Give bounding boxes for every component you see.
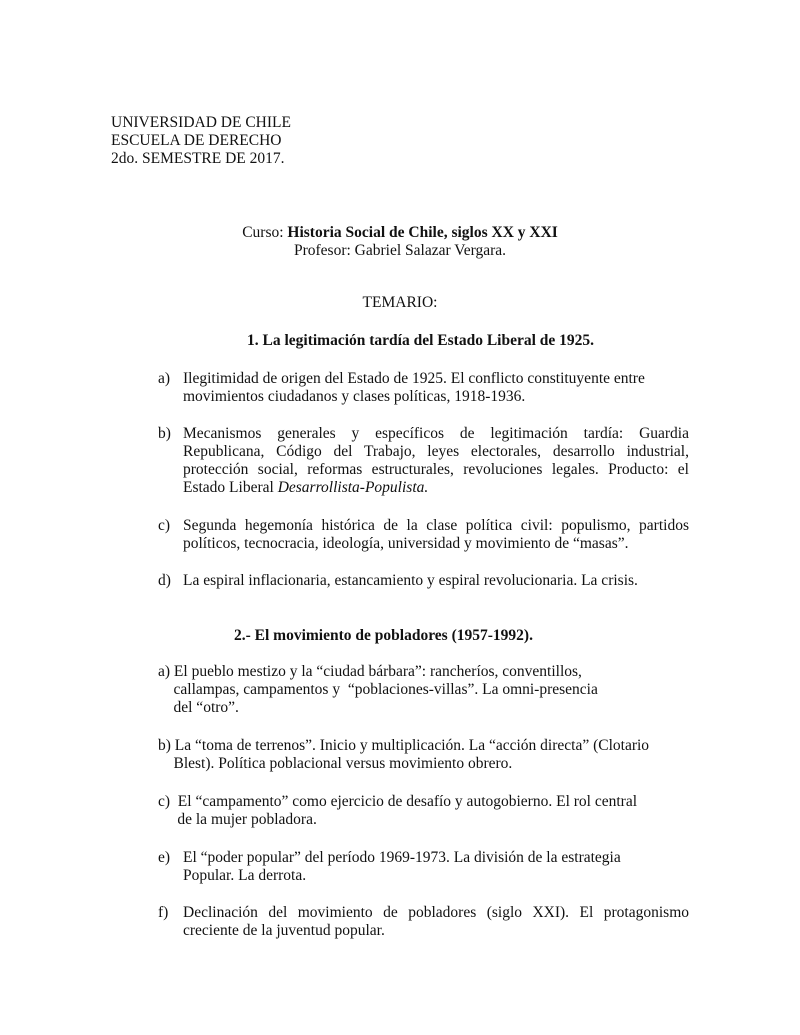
course-title: Historia Social de Chile, siglos XX y XXI	[287, 224, 558, 241]
section2-item-c	[158, 793, 637, 829]
item-marker: b)	[158, 425, 171, 442]
item-line: Blest). Política poblacional versus movimiento obrero.	[158, 755, 513, 772]
item-line-text: Estado Liberal	[183, 479, 278, 496]
item-line: de la mujer pobladora.	[158, 811, 317, 828]
item-line: b) La “toma de terrenos”. Inicio y multiplicación. La “acción directa” (Clotario	[158, 737, 650, 754]
section2-item-b	[158, 737, 649, 773]
item-line: creciente de la juventud popular.	[183, 922, 385, 939]
header-school: ESCUELA DE DERECHO	[111, 132, 282, 149]
item-line: La espiral inflacionaria, estancamiento y espiral revolucionaria. La crisis.	[183, 572, 638, 589]
item-line: El “poder popular” del período 1969-1973. La división de la estrategia	[183, 849, 621, 866]
item-marker: e)	[158, 849, 171, 866]
course-label: Curso:	[242, 224, 288, 241]
professor-line: Profesor: Gabriel Salazar Vergara.	[293, 242, 507, 259]
item-line: Ilegitimidad de origen del Estado de 1925. El conflicto constituyente entre	[183, 370, 645, 387]
section2-item-a	[158, 663, 598, 717]
item-line: movimientos ciudadanos y clases políticas, 1918-1936.	[183, 388, 526, 405]
section2-item-e	[158, 849, 689, 885]
item-line: del “otro”.	[158, 699, 239, 716]
item-line: protección social, reformas estructurales, revoluciones legales. Producto: el	[183, 461, 689, 478]
section2-heading: 2.- El movimiento de pobladores (1957-1992).	[234, 627, 533, 644]
header-university: UNIVERSIDAD DE CHILE	[111, 114, 291, 131]
section1-item-b	[158, 425, 689, 497]
item-line: c) El “campamento” como ejercicio de desafío y autogobierno. El rol central	[158, 793, 638, 810]
temario-label: TEMARIO:	[362, 294, 438, 311]
item-marker: f)	[158, 904, 169, 921]
item-marker: c)	[158, 517, 171, 534]
item-line: Republicana, Código del Trabajo, leyes electorales, desarrollo industrial,	[183, 443, 689, 460]
item-line: Declinación del movimiento de pobladores (siglo XXI). El protagonismo	[183, 904, 689, 921]
section1-heading: 1. La legitimación tardía del Estado Liberal de 1925.	[247, 332, 595, 349]
item-line: Segunda hegemonía histórica de la clase política civil: populismo, partidos	[183, 517, 689, 534]
item-line: Mecanismos generales y específicos de legitimación tardía: Guardia	[183, 425, 689, 442]
header-semester: 2do. SEMESTRE DE 2017.	[111, 150, 285, 167]
item-marker: d)	[158, 572, 171, 589]
section1-item-c	[158, 517, 689, 553]
course-line	[0, 224, 800, 242]
item-line: callampas, campamentos y “poblaciones-villas”. La omni-presencia	[158, 681, 598, 698]
section1-item-d	[158, 572, 689, 590]
item-line: a) El pueblo mestizo y la “ciudad bárbara”: rancheríos, conventillos,	[158, 663, 582, 680]
item-line: Popular. La derrota.	[183, 867, 307, 884]
item-line	[183, 479, 689, 497]
item-line: políticos, tecnocracia, ideología, universidad y movimiento de “masas”.	[183, 535, 629, 552]
section1-item-a	[158, 370, 689, 406]
section2-item-f	[158, 904, 689, 940]
item-marker: a)	[158, 370, 171, 387]
italic-term: Desarrollista-Populista.	[277, 479, 429, 496]
